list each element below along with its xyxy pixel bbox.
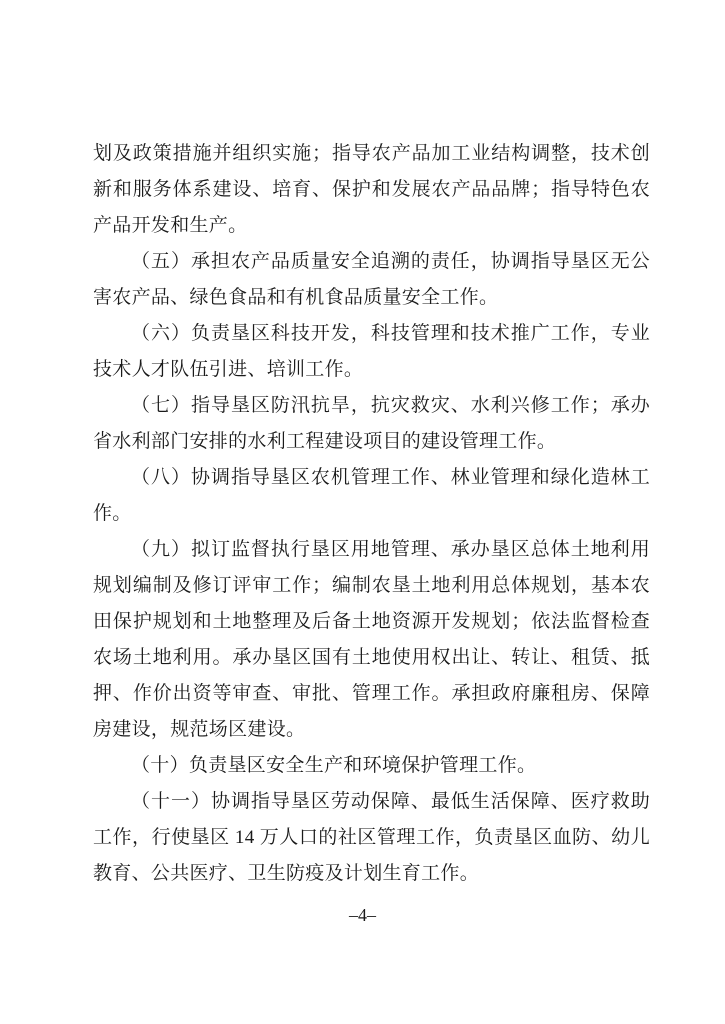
text-line: 田保护规划和土地整理及后备土地资源开发规划；依法监督检查 xyxy=(93,611,650,632)
paragraph-3 xyxy=(93,388,650,460)
text-line: （六）负责垦区科技开发，科技管理和技术推广工作，专业 xyxy=(131,323,650,344)
text-line: 规划编制及修订评审工作；编制农垦土地利用总体规划，基本农 xyxy=(93,575,650,596)
text-line: 教育、公共医疗、卫生防疫及计划生育工作。 xyxy=(93,863,480,884)
paragraph-1 xyxy=(93,244,650,316)
text-line: 作。 xyxy=(93,503,132,524)
paragraph-2 xyxy=(93,316,650,388)
text-line: （十一）协调指导垦区劳动保障、最低生活保障、医疗救助 xyxy=(131,791,650,812)
text-line: 害农产品、绿色食品和有机食品质量安全工作。 xyxy=(93,287,499,308)
text-line: （八）协调指导垦区农机管理工作、林业管理和绿化造林工 xyxy=(131,467,650,488)
text-line: （七）指导垦区防汛抗旱，抗灾救灾、水利兴修工作；承办 xyxy=(131,395,650,416)
paragraph-7 xyxy=(93,784,650,892)
paragraph-5 xyxy=(93,532,650,748)
text-line: 划及政策措施并组织实施；指导农产品加工业结构调整，技术创 xyxy=(93,143,650,164)
text-line: 工作，行使垦区 14 万人口的社区管理工作，负责垦区血防、幼儿 xyxy=(93,827,650,848)
paragraph-0 xyxy=(93,136,650,244)
text-line: 新和服务体系建设、培育、保护和发展农产品品牌；指导特色农 xyxy=(93,179,650,200)
text-line: 技术人才队伍引进、培训工作。 xyxy=(93,359,364,380)
text-line: （十）负责垦区安全生产和环境保护管理工作。 xyxy=(131,755,537,776)
text-line: 农场土地利用。承办垦区国有土地使用权出让、转让、租赁、抵 xyxy=(93,647,650,668)
text-line: （五）承担农产品质量安全追溯的责任，协调指导垦区无公 xyxy=(131,251,650,272)
paragraph-6 xyxy=(93,748,650,784)
text-line: （九）拟订监督执行垦区用地管理、承办垦区总体土地利用 xyxy=(131,539,650,560)
page-number: –4– xyxy=(349,905,376,925)
text-line: 产品开发和生产。 xyxy=(93,215,248,236)
paragraph-4 xyxy=(93,460,650,532)
text-line: 押、作价出资等审查、审批、管理工作。承担政府廉租房、保障 xyxy=(93,683,650,704)
text-line: 省水利部门安排的水利工程建设项目的建设管理工作。 xyxy=(93,431,557,452)
text-line: 房建设，规范场区建设。 xyxy=(93,719,306,740)
document-body xyxy=(93,136,650,892)
